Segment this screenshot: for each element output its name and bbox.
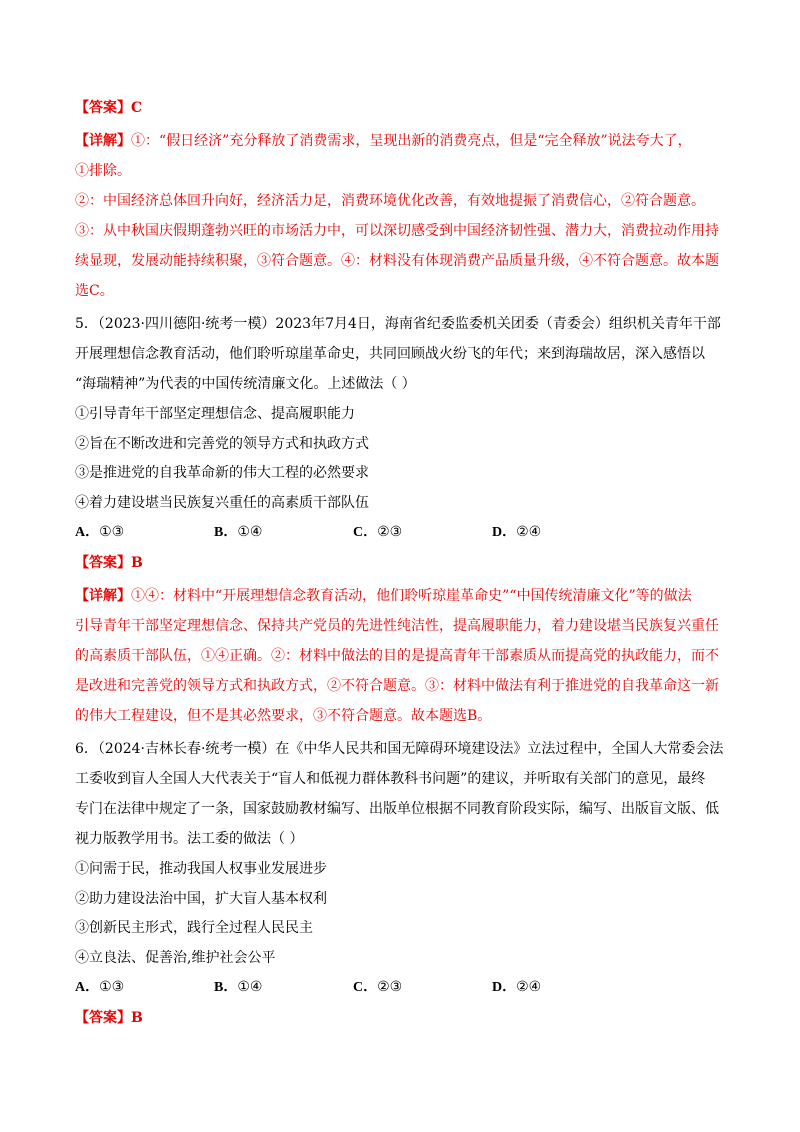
q5-item: ③是推进党的自我革命新的伟大工程的必然要求 <box>75 465 369 481</box>
q5-item: ②旨在不断改进和完善党的领导方式和执政方式 <box>75 436 369 452</box>
prev-detail-line: 选C。 <box>75 283 114 299</box>
prev-detail-line: 【详解】①：“假日经济”充分释放了消费需求，呈现出新的消费亮点，但是“完全释放”说法夸大了， <box>75 133 692 149</box>
answer-label: 【答案】 <box>75 1010 131 1026</box>
prev-detail-line: ①排除。 <box>75 163 131 179</box>
q5-stem-line: “海瑞精神”为代表的中国传统清廉文化。上述做法（ ） <box>75 376 416 392</box>
q5-detail-line: 的高素质干部队伍，①④正确。②：材料中做法的目的是提高青年干部素质从而提高党的执政能力，而不 <box>75 648 719 664</box>
option-b: B．①④ <box>214 524 263 540</box>
q6-answer <box>75 1008 735 1028</box>
q6-stem-line: 6．（2024·吉林长春·统考一模）在《中华人民共和国无障碍环境建设法》立法过程中，全国人大常委会法 <box>75 741 724 757</box>
q6-item: ①问需于民，推动我国人权事业发展进步 <box>75 861 327 877</box>
q6-stem-line: 工委收到盲人全国人大代表关于“盲人和低视力群体教科书问题”的建议，并听取有关部门的意见，最终 <box>75 771 706 787</box>
prev-detail-line: 续显现，发展动能持续积聚，③符合题意。④：材料没有体现消费产品质量升级，④不符合题意。故本题 <box>75 253 719 269</box>
option-a: A．①③ <box>75 524 125 540</box>
q5-detail-line: 【详解】①④：材料中“开展理想信念教育活动，他们聆听琼崖革命史”“中国传统清廉文化”等的做法 <box>75 588 692 604</box>
option-b: B．①④ <box>214 979 263 995</box>
q5-item: ①引导青年干部坚定理想信念、提高履职能力 <box>75 406 355 422</box>
prev-answer <box>75 98 735 118</box>
q6-stem-line: 专门在法律中规定了一条，国家鼓励教材编写、出版单位根据不同教育阶段实际，编写、出版盲文版、低 <box>75 801 719 817</box>
q5-detail-line: 是改进和完善党的领导方式和执政方式，②不符合题意。③：材料中做法有利于推进党的自我革命这一新 <box>75 678 719 694</box>
detail-label: 【详解】 <box>75 133 131 149</box>
q5-stem-line: 开展理想信念教育活动，他们聆听琼崖革命史，共同回顾战火纷飞的年代；来到海瑞故居，深入感悟以 <box>75 346 705 362</box>
q5-detail-line: 的伟大工程建设，但不是其必然要求，③不符合题意。故本题选B。 <box>75 708 492 724</box>
answer-label: 【答案】 <box>75 100 131 116</box>
q6-stem-line: 视力版教学用书。法工委的做法（ ） <box>75 831 304 847</box>
q5-stem-line: 5．（2023·四川德阳·统考一模）2023年7月4日，海南省纪委监委机关团委（青委会）组织机关青年干部 <box>75 316 721 332</box>
option-d: D．②④ <box>492 524 542 540</box>
answer-label: 【答案】 <box>75 555 131 571</box>
answer-value: B <box>131 555 143 571</box>
option-c: C．②③ <box>353 979 403 995</box>
q6-item: ③创新民主形式，践行全过程人民民主 <box>75 920 313 936</box>
prev-detail-line: ②：中国经济总体回升向好，经济活力足，消费环境优化改善，有效地提振了消费信心，②符合题意。 <box>75 193 705 209</box>
answer-value: C <box>131 100 143 116</box>
answer-value: B <box>131 1010 143 1026</box>
prev-detail-line: ③：从中秋国庆假期蓬勃兴旺的市场活力中，可以深切感受到中国经济韧性强、潜力大，消费拉动作用持 <box>75 223 719 239</box>
q5-detail-line: 引导青年干部坚定理想信念、保持共产党员的先进性纯洁性，提高履职能力，着力建设堪当民族复兴重任 <box>75 618 719 634</box>
option-c: C．②③ <box>353 524 403 540</box>
detail-label: 【详解】 <box>75 588 131 604</box>
q6-item: ④立良法、促善治,维护社会公平 <box>75 950 276 966</box>
q6-item: ②助力建设法治中国，扩大盲人基本权利 <box>75 891 327 907</box>
option-d: D．②④ <box>492 979 542 995</box>
option-a: A．①③ <box>75 979 125 995</box>
q5-item: ④着力建设堪当民族复兴重任的高素质干部队伍 <box>75 495 369 511</box>
q5-answer <box>75 553 735 573</box>
